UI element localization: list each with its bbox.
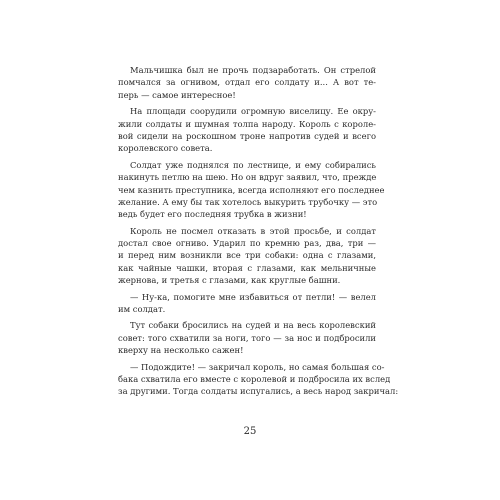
text-line: Король не посмел отказать в этой просьбе, и солдат: [130, 225, 376, 236]
text-line: им солдат.: [118, 304, 166, 315]
text-line: желание. А ему бы так хотелось выкурить трубочку — это: [118, 196, 378, 207]
paragraph-6: [118, 319, 376, 356]
text-line: вой сидели на роскошном троне напротив судей и всего: [118, 130, 376, 141]
paragraph-3: [118, 159, 385, 221]
text-line: накинуть петлю на шею. Но он вдруг заявил, что, прежде: [118, 172, 377, 183]
text-line: за другими. Тогда солдаты испугались, а весь народ закричал:: [118, 386, 399, 397]
text-line: — Ну-ка, помогите мне избавиться от петли! — велел: [130, 291, 376, 302]
paragraph-4: [118, 225, 376, 287]
page-number: 25: [243, 426, 257, 437]
text-line: перь — самое интересное!: [118, 89, 236, 100]
text-line: достал свое огниво. Ударил по кремню раз, два, три —: [118, 238, 376, 249]
text-line: жили солдаты и шумная толпа народу. Король с короле-: [118, 118, 376, 129]
paragraph-5: [118, 291, 376, 316]
text-line: кверху на несколько сажен!: [118, 345, 244, 356]
paragraph-2: [118, 105, 376, 155]
text-line: бака схватила его вместе с королевой и подбросила их вслед: [118, 373, 391, 384]
text-line: королевского совета.: [118, 143, 213, 154]
text-line: чем казнить преступника, всегда исполняют его последнее: [118, 184, 385, 195]
text-line: жернова, и третья с глазами, как круглые башни.: [118, 275, 341, 286]
text-line: Солдат уже поднялся по лестнице, и ему собирались: [130, 159, 376, 170]
text-line: ведь будет его последняя трубка в жизни!: [118, 209, 307, 220]
text-line: Тут собаки бросились на судей и на весь королевский: [130, 320, 376, 331]
text-line: помчался за огнивом, отдал его солдату и... А вот те-: [118, 77, 376, 88]
body-text: [118, 64, 399, 398]
text-line: — Подождите! — закричал король, но самая большая со-: [130, 361, 385, 372]
text-line: и перед ним возникли все три собаки: одна с глазами,: [118, 250, 376, 261]
paragraph-7: [118, 361, 399, 398]
text-line: Мальчишка был не прочь подзаработать. Он стрелой: [130, 65, 376, 75]
text-line: На площади соорудили огромную виселицу. Ее окру-: [130, 106, 376, 117]
text-line: совет: того схватили за ноги, того — за нос и подбросили: [118, 332, 376, 343]
text-line: как чайные чашки, вторая с глазами, как мельничные: [118, 262, 376, 273]
paragraph-1: [118, 64, 376, 101]
